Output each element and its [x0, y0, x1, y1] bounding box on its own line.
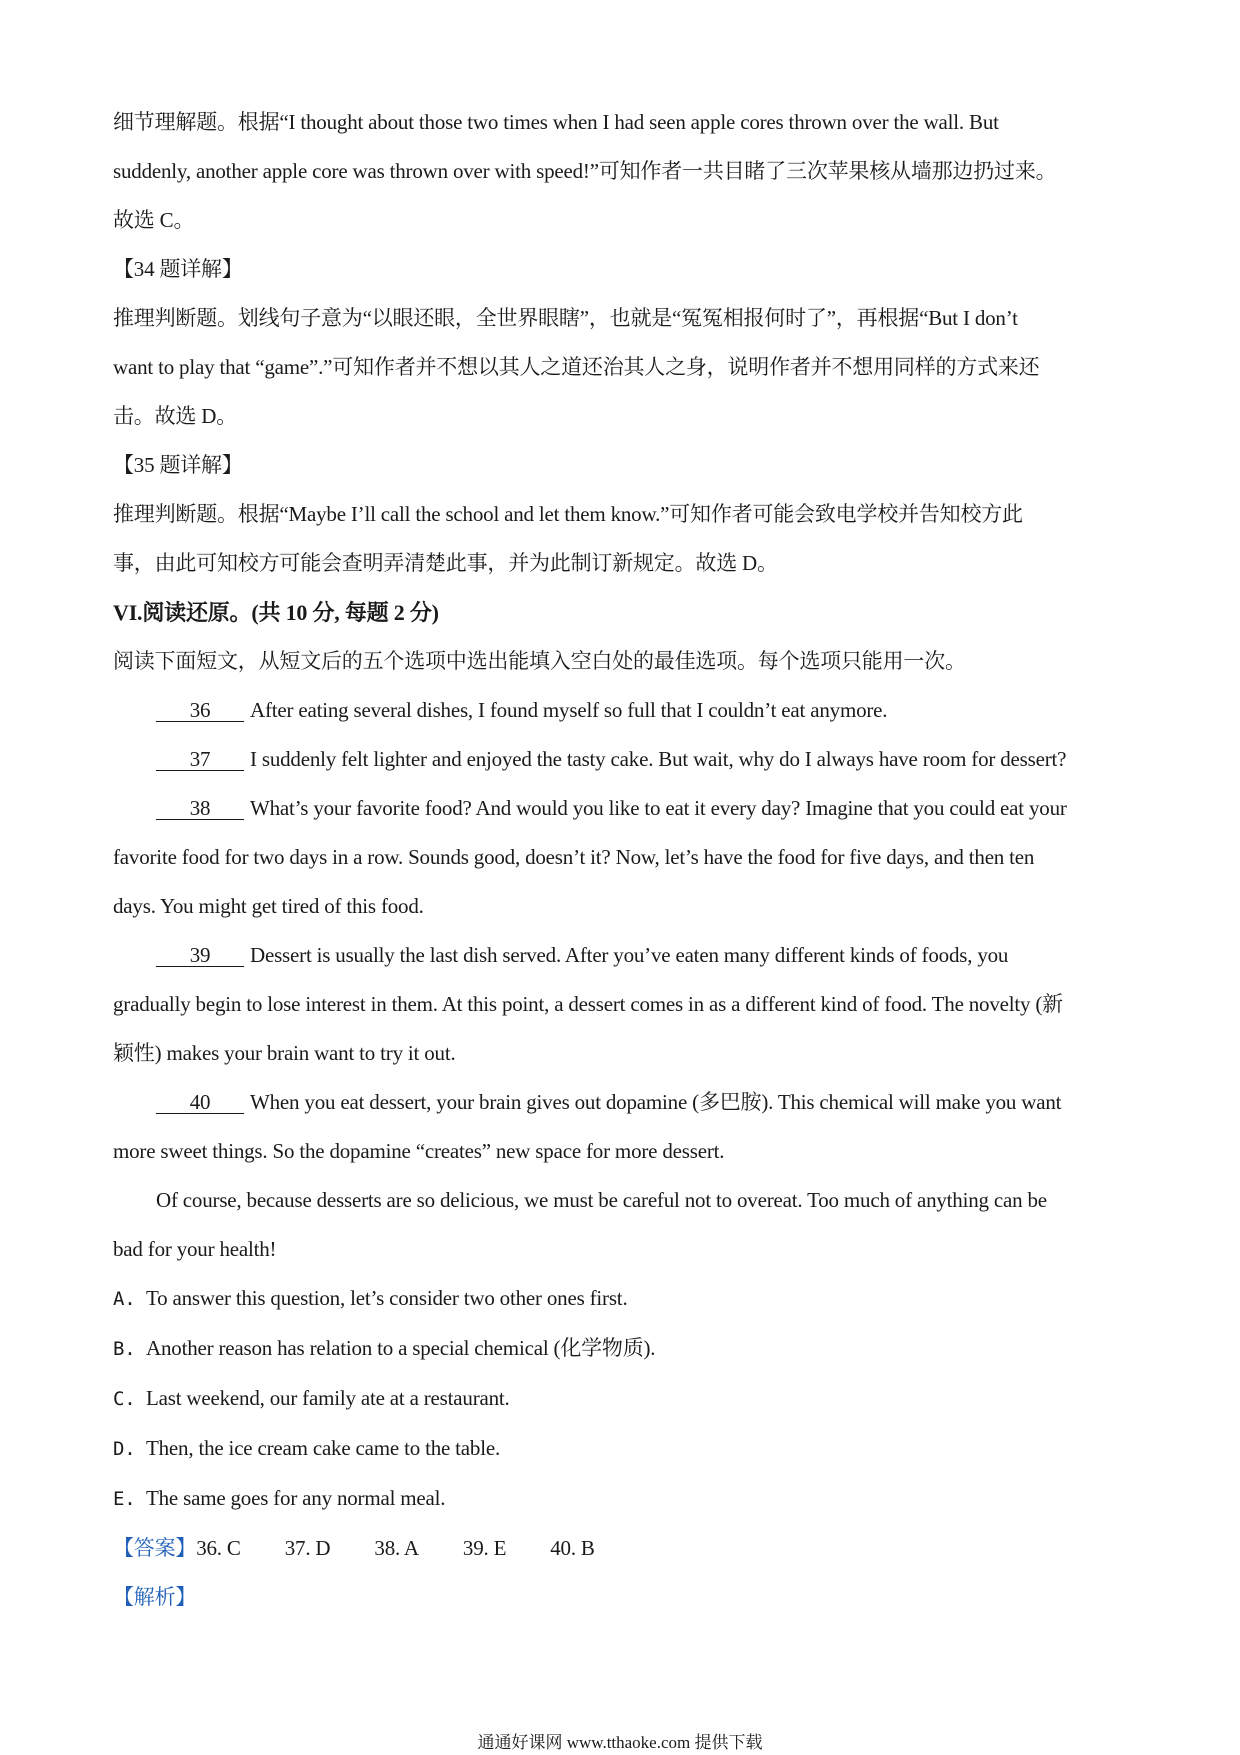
passage-paragraph-37 [113, 735, 1133, 784]
option-d-letter: D. [113, 1438, 136, 1460]
option-a-text: To answer this question, let’s consider two other ones first. [146, 1286, 628, 1310]
option-b [113, 1324, 1133, 1374]
passage-paragraph-39 [113, 931, 1133, 980]
document-page [113, 98, 1133, 1622]
section-heading: VI.阅读还原。(共 10 分, 每题 2 分) [113, 600, 439, 625]
option-e [113, 1474, 1133, 1524]
answer-item: 40. B [550, 1536, 595, 1560]
q33-explanation-line2: suddenly, another apple core was thrown over with speed!”可知作者一共目睹了三次苹果核从墙那边扔过来。 [113, 159, 1057, 183]
answer-line [113, 1524, 1133, 1573]
blank-37: 37 [156, 748, 244, 771]
footer-watermark: 通通好课网 www.tthaoke.com 提供下载 [477, 1733, 763, 1752]
option-c-text: Last weekend, our family ate at a restaurant. [146, 1386, 510, 1410]
paragraph-36-text: After eating several dishes, I found myself so full that I couldn’t eat anymore. [250, 698, 888, 722]
paragraph-39-line2: gradually begin to lose interest in them. At this point, a dessert comes in as a different kind of food. The novelty (新 [113, 992, 1063, 1016]
paragraph-38-line2: favorite food for two days in a row. Sounds good, doesn’t it? Now, let’s have the food for five days, and then ten [113, 845, 1035, 869]
q33-explanation-line1: 细节理解题。根据“I thought about those two times when I had seen apple cores thrown over the wall. But [113, 110, 999, 134]
q34-title: 【34 题详解】 [113, 257, 243, 281]
blank-39: 39 [156, 944, 244, 967]
paragraph-39-text: Dessert is usually the last dish served. After you’ve eaten many different kinds of foods, you [250, 943, 1009, 967]
q33-explanation-line3: 故选 C。 [113, 208, 195, 232]
answer-item: 37. D [284, 1536, 331, 1560]
option-e-text: The same goes for any normal meal. [146, 1486, 446, 1510]
closing-paragraph-line1: Of course, because desserts are so delicious, we must be careful not to overeat. Too much of anything can be [156, 1188, 1047, 1212]
q35-title: 【35 题详解】 [113, 453, 243, 477]
option-d-text: Then, the ice cream cake came to the table. [146, 1436, 501, 1460]
blank-40: 40 [156, 1091, 244, 1114]
paragraph-40-line2: more sweet things. So the dopamine “creates” new space for more dessert. [113, 1139, 725, 1163]
blank-36: 36 [156, 699, 244, 722]
paragraph-39-line3: 颖性) makes your brain want to try it out. [113, 1041, 456, 1065]
answer-item: 38. A [374, 1536, 419, 1560]
analysis-label: 【解析】 [113, 1585, 197, 1609]
paragraph-40-text: When you eat dessert, your brain gives out dopamine (多巴胺). This chemical will make you want [250, 1090, 1062, 1114]
answer-item: 39. E [462, 1536, 507, 1560]
option-c-letter: C. [113, 1388, 136, 1410]
paragraph-38-text: What’s your favorite food? And would you like to eat it every day? Imagine that you could eat your [250, 796, 1067, 820]
q35-explanation-line2: 事，由此可知校方可能会查明弄清楚此事，并为此制订新规定。故选 D。 [113, 551, 778, 575]
blank-38: 38 [156, 797, 244, 820]
q34-explanation-line3: 击。故选 D。 [113, 404, 238, 428]
passage-paragraph-38 [113, 784, 1133, 833]
closing-paragraph-line2: bad for your health! [113, 1237, 277, 1261]
passage-paragraph-40 [113, 1078, 1133, 1127]
paragraph-38-line3: days. You might get tired of this food. [113, 894, 424, 918]
section-instruction: 阅读下面短文，从短文后的五个选项中选出能填入空白处的最佳选项。每个选项只能用一次。 [113, 649, 966, 673]
q34-explanation-line2: want to play that “game”.”可知作者并不想以其人之道还治其人之身，说明作者并不想用同样的方式来还 [113, 355, 1040, 379]
option-c [113, 1374, 1133, 1424]
option-a-letter: A. [113, 1288, 136, 1310]
answer-label: 【答案】 [113, 1536, 197, 1560]
q34-explanation-line1: 推理判断题。划线句子意为“以眼还眼，全世界眼瞎”，也就是“冤冤相报何时了”，再根据“But I don’t [113, 306, 1018, 330]
option-b-letter: B. [113, 1338, 136, 1360]
option-a [113, 1274, 1133, 1324]
option-e-letter: E. [113, 1488, 136, 1510]
q35-explanation-line1: 推理判断题。根据“Maybe I’ll call the school and let them know.”可知作者可能会致电学校并告知校方此 [113, 502, 1023, 526]
paragraph-37-text: I suddenly felt lighter and enjoyed the tasty cake. But wait, why do I always have room for dessert? [250, 747, 1067, 771]
option-b-text: Another reason has relation to a special chemical (化学物质). [146, 1336, 656, 1360]
passage-paragraph-36 [113, 686, 1133, 735]
answer-item: 36. C [196, 1536, 241, 1560]
option-d [113, 1424, 1133, 1474]
